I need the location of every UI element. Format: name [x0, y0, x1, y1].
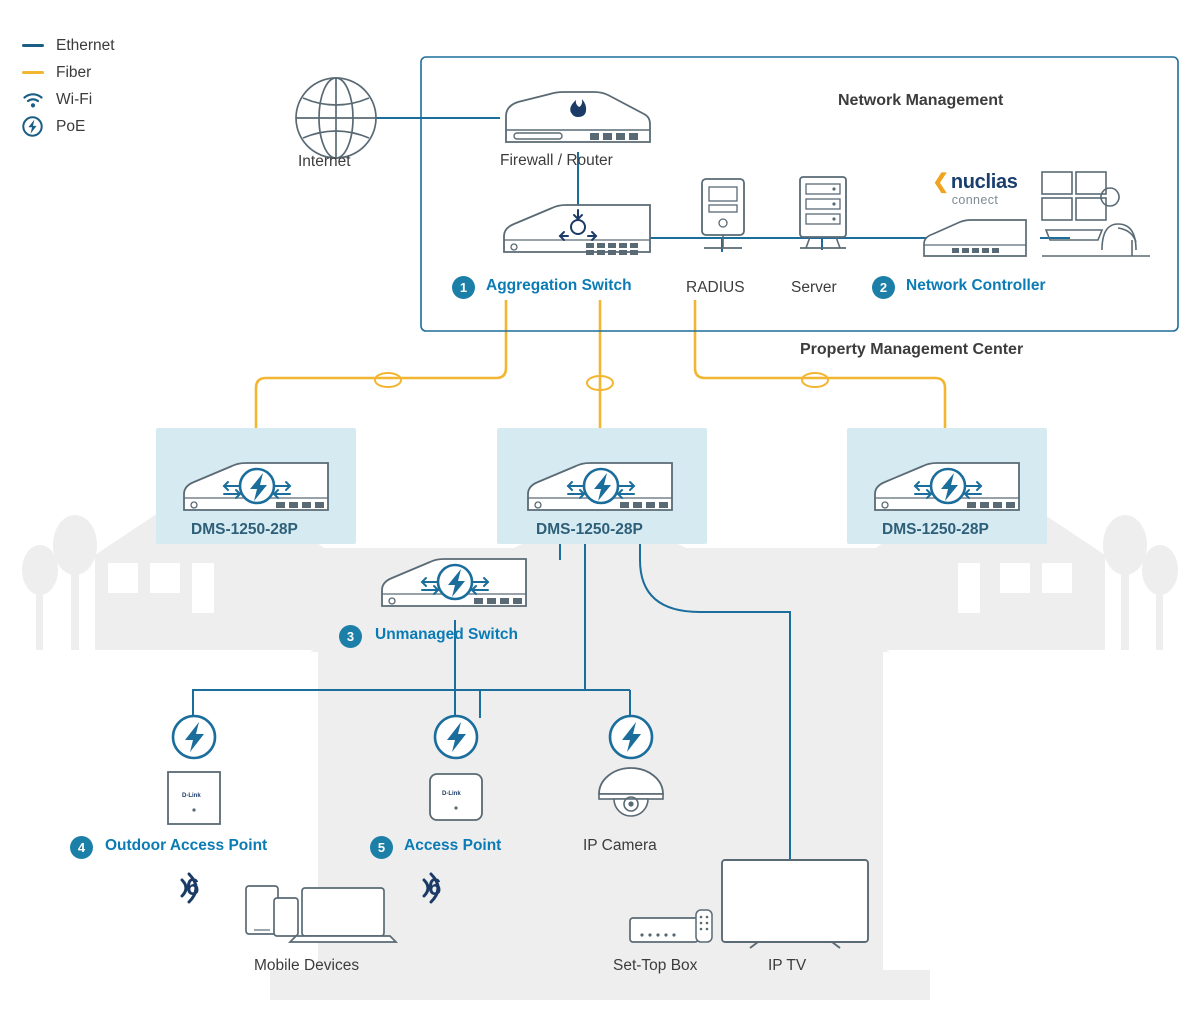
- ip-camera-label: IP Camera: [583, 837, 657, 854]
- badge-unmanaged-switch: 3: [339, 625, 362, 648]
- dlink-logo-ap: D-Link: [442, 791, 461, 797]
- legend: [22, 32, 222, 140]
- network-controller-label: Network Controller: [906, 277, 1046, 294]
- network-management-title: Network Management: [838, 92, 1004, 109]
- nuclias-connect-subtitle: connect: [951, 193, 999, 207]
- dms-1250-28p-switch-icon-right: [869, 460, 1025, 518]
- outdoor-access-point-label: Outdoor Access Point: [105, 837, 268, 854]
- set-top-box-icon: [628, 908, 714, 948]
- server-icon: [794, 176, 852, 258]
- access-point-label: Access Point: [404, 837, 502, 854]
- wifi-icon: [22, 91, 56, 109]
- switch-center-label: DMS-1250-28P: [536, 521, 643, 538]
- poe-icon-ip-camera: [608, 714, 654, 760]
- legend-item-poe: [22, 113, 222, 140]
- outdoor-access-point-icon: [166, 770, 222, 828]
- nuclias-wordmark: nuclias: [950, 171, 1018, 193]
- ip-tv-label: IP TV: [768, 957, 807, 974]
- dlink-logo-outdoor-ap: D-Link: [182, 793, 201, 799]
- chevron-left-icon: ❮: [932, 171, 949, 193]
- nuclias-connect-logo: [910, 172, 1040, 207]
- dms-1250-28p-switch-icon-left: [178, 460, 334, 518]
- poe-icon-outdoor-ap: [171, 714, 217, 760]
- firewall-router-icon: [498, 90, 658, 148]
- radius-server-icon: [696, 178, 750, 258]
- internet-globe-icon: [294, 76, 378, 160]
- aggregation-switch-label: Aggregation Switch: [486, 277, 632, 294]
- legend-label-fiber: Fiber: [56, 63, 92, 81]
- internet-label: Internet: [298, 153, 351, 170]
- set-top-box-label: Set-Top Box: [613, 957, 698, 974]
- dms-1250-28p-switch-icon-center: [522, 460, 678, 518]
- legend-label-ethernet: Ethernet: [56, 36, 115, 54]
- wifi6-badge-left: 6: [186, 874, 200, 901]
- property-management-center-title: Property Management Center: [800, 341, 1024, 358]
- badge-outdoor-access-point: 4: [70, 836, 93, 859]
- admin-workstation-icon: [1040, 170, 1152, 262]
- badge-network-controller: 2: [872, 276, 895, 299]
- legend-label-wifi: Wi-Fi: [56, 90, 93, 108]
- legend-item-fiber: [22, 59, 222, 86]
- legend-item-wifi: [22, 86, 222, 113]
- radius-label: RADIUS: [686, 279, 745, 296]
- poe-icon: [22, 116, 56, 137]
- ip-tv-icon: [720, 858, 870, 950]
- firewall-router-label: Firewall / Router: [500, 152, 613, 169]
- badge-aggregation-switch: 1: [452, 276, 475, 299]
- unmanaged-switch-icon: [376, 556, 532, 614]
- line-icon: [22, 71, 56, 74]
- switch-left-label: DMS-1250-28P: [191, 521, 298, 538]
- switch-right-label: DMS-1250-28P: [882, 521, 989, 538]
- badge-access-point: 5: [370, 836, 393, 859]
- line-icon: [22, 44, 56, 47]
- poe-icon-access-point: [433, 714, 479, 760]
- server-label: Server: [791, 279, 837, 296]
- wifi6-badge-right: 6: [428, 874, 442, 901]
- access-point-icon: [428, 772, 484, 824]
- legend-item-ethernet: [22, 32, 222, 59]
- aggregation-switch-icon: [498, 204, 658, 258]
- network-controller-icon: [920, 218, 1032, 260]
- unmanaged-switch-label: Unmanaged Switch: [375, 626, 518, 643]
- ip-camera-icon: [596, 766, 666, 822]
- legend-label-poe: PoE: [56, 117, 86, 135]
- mobile-devices-icon: [244, 880, 402, 948]
- mobile-devices-label: Mobile Devices: [254, 957, 360, 974]
